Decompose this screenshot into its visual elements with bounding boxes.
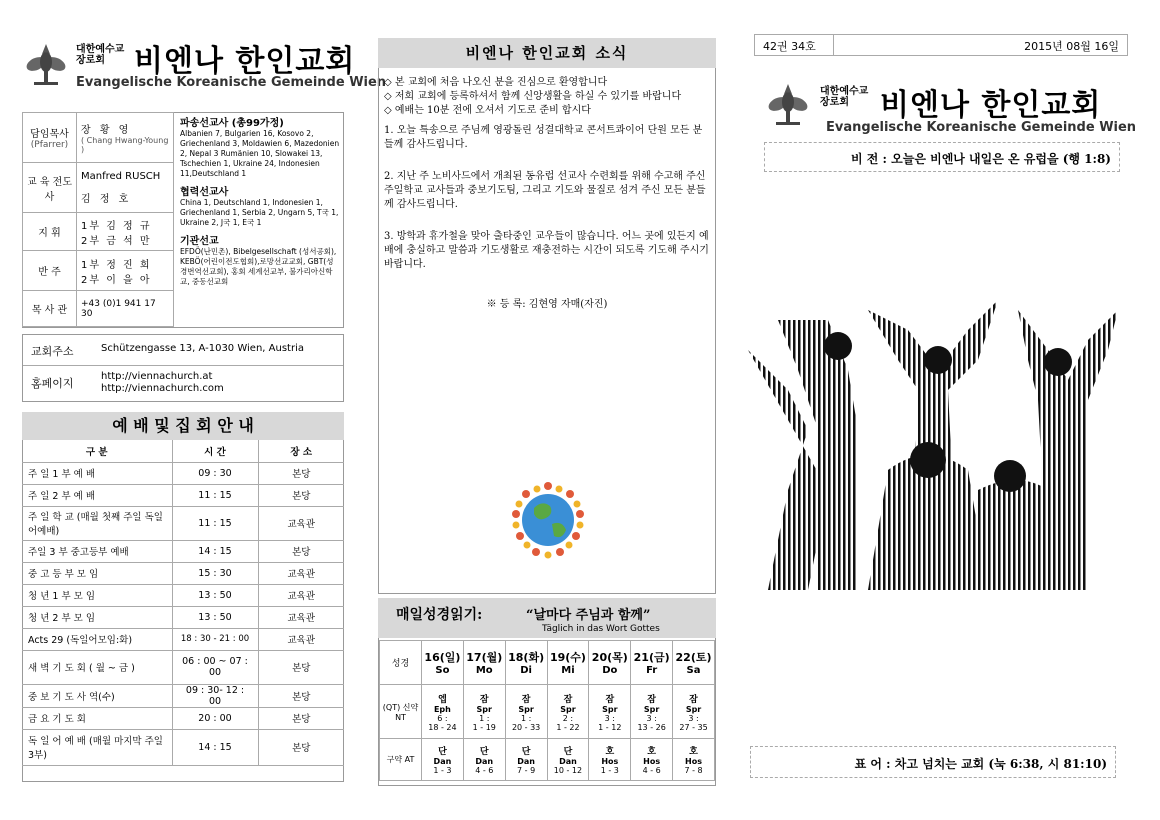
news-title: 비엔나 한인교회 소식 [378,38,716,68]
verses: 7 - 9 [517,766,536,775]
service-place: 교육관 [258,506,344,540]
chapter: 3 : [604,713,615,723]
book-ko: 잠 [605,694,615,705]
ot-cell [631,739,673,781]
service-time: 14 : 15 [172,540,258,562]
nt-cell [547,685,589,739]
table-row [22,650,344,684]
service-place: 본당 [258,484,344,506]
book-de: Spr [518,704,534,714]
mission-title: 협력선교사 [180,187,229,198]
verses: 7 - 8 [684,766,703,775]
day-cell [422,641,464,685]
book-de: Spr [685,704,702,714]
book-de: Hos [601,757,619,766]
row-label: 구약 AT [380,739,422,781]
day-de: Di [520,665,532,676]
motto-text: 표 어 : 차고 넘치는 교회 (눅 6:38, 시 81:10) [854,757,1107,771]
nt-cell [505,685,547,739]
verses: 4 - 6 [642,766,661,775]
day-cell [505,641,547,685]
book-ko: 단 [479,747,489,757]
verses: 1 - 19 [472,722,496,732]
header-cell: 시 간 [172,440,258,462]
day-date: 19(수) [549,651,586,664]
chapter: 3 : [646,713,657,723]
issue-bar [754,34,1128,56]
church-logo-icon [764,80,812,128]
news-item: 3. 방학과 휴가철을 맞아 출타중인 교우들이 많습니다. 어느 곳에 있든지 예배에 충실하고 말씀과 기도생활로 재충전하는 시간이 되도록 기도해 주시기 바랍니다. [384,231,709,270]
table-row [22,628,344,650]
service-name: 새 벽 기 도 회 ( 월 ~ 금 ) [22,650,172,684]
table-row [22,562,344,584]
book-de: Dan [475,757,494,766]
day-de: Mi [561,665,575,676]
book-de: Spr [643,704,660,714]
day-de: Fr [646,665,658,676]
day-date: 17(월) [466,651,503,664]
service-place: 교육관 [258,584,344,606]
woodcut-illustration [748,290,1134,610]
table-row [22,506,344,540]
services-header-row [22,440,344,462]
staff-name: 1부 김 정 규 [81,220,152,232]
book-ko: 호 [647,747,656,757]
address-box [22,334,344,402]
staff-name-sub: 2부 금 석 만 [81,235,152,247]
news-body [384,76,710,312]
book-ko: 엡 [438,694,447,705]
verses: 1 - 22 [556,722,580,732]
issue-date: 2015년 08월 16일 [1024,40,1119,53]
day-de: Mo [475,665,493,676]
book-ko: 호 [689,747,698,757]
news-bullet: ◇ 본 교회에 처음 나오신 분을 진심으로 환영합니다 [384,77,608,88]
reading-ot-row [380,739,715,781]
address-divider [23,365,343,366]
table-row [22,540,344,562]
verses: 1 - 12 [598,722,622,732]
mission-text: Albanien 7, Bulgarien 16, Kosovo 2, Griechenland 3, Moldawien 6, Mazedonien 2, Nepal 3 Rumänien 10, Slowakei 13, Tschechien 1, Ukraine 24, Indonesien 11,Deutschland 1 [180,129,340,178]
news-item: 2. 지난 주 노비사드에서 개최된 동유럽 선교사 수련회를 위해 수고해 주신 주일학교 교사들과 중보기도팀, 그리고 기도와 물질로 섬겨 주신 모든 분들께 감사드립니다. [384,171,706,210]
left-title: 비엔나 한인교회 [134,44,356,79]
right-subtitle: Evangelische Koreanische Gemeinde Wien [826,120,1137,135]
book-de: Hos [643,757,661,766]
mission-text: China 1, Deutschland 1, Indonesien 1, Griechenland 1, Serbia 2, Ungarn 5, T국 1, Ukraine 2, J국 1, E국 1 [180,198,339,227]
verses: 27 - 35 [679,722,708,732]
service-time: 09 : 30 [172,462,258,484]
service-time: 11 : 15 [172,484,258,506]
row-label: (QT) 신약 NT [380,685,422,739]
news-bullet: ◇ 예배는 10분 전에 오셔서 기도로 준비 합시다 [384,105,591,116]
homepage-label: 홈페이지 [31,377,74,390]
book-ko: 잠 [563,694,573,705]
staff-name-sub: ( Chang Hwang-Young ) [81,136,169,154]
service-time: 06 : 00 ~ 07 : 00 [172,650,258,684]
book-ko: 잠 [689,694,698,705]
table-row [22,462,344,484]
chapter: 1 : [479,713,490,723]
reading-header [378,598,716,638]
book-de: Dan [517,757,535,766]
reading-sub: Täglich in das Wort Gottes [542,624,660,634]
table-row [22,684,344,707]
services-table [22,440,344,766]
day-date: 20(목) [591,651,628,664]
day-date: 16(일) [424,651,461,664]
book-de: Dan [433,757,452,766]
reading-nt-row [380,685,715,739]
book-de: Hos [685,757,702,766]
service-place: 본당 [258,707,344,729]
ot-cell [463,739,505,781]
mission-title: 파송선교사 (총99가정) [180,118,284,129]
service-place: 본당 [258,540,344,562]
staff-role: 담임목사 [30,129,69,140]
right-title: 비엔나 한인교회 [880,88,1102,123]
staff-role: 반 주 [38,267,61,278]
service-time: 18 : 30 - 21 : 00 [172,628,258,650]
book-de: Dan [559,757,577,766]
chapter: 2 : [562,713,574,723]
service-place: 교육관 [258,562,344,584]
service-time: 13 : 50 [172,606,258,628]
book-de: Spr [560,704,576,714]
motto-box [750,746,1116,778]
service-time: 15 : 30 [172,562,258,584]
left-subtitle: Evangelische Koreanische Gemeinde Wien [76,75,387,90]
table-row [22,729,344,765]
globe-people-image [496,472,600,562]
day-date: 21(금) [633,651,670,664]
day-de: So [435,665,450,676]
service-name: 중 보 기 도 사 역(수) [22,684,172,707]
ot-cell [547,739,589,781]
service-name: 주 일 2 부 예 배 [22,484,172,506]
address-label: 교회주소 [31,345,74,358]
reading-day-row [380,641,715,685]
book-de: Eph [433,704,451,714]
reading-quote: “날마다 주님과 함께” [526,608,651,623]
staff-name-sub: 김 정 호 [81,193,132,205]
service-place: 본당 [258,462,344,484]
vision-text: 비 전 : 오늘은 비엔나 내일은 온 유럽을 (행 1:8) [851,152,1111,166]
staff-role: 지 휘 [38,228,61,239]
news-item: 1. 오늘 특송으로 주님께 영광돌린 성결대학교 콘서트콰이어 단원 모든 분들께 감사드립니다. [384,125,703,150]
staff-name: 1부 정 진 희 [81,259,152,271]
book-ko: 단 [438,747,447,757]
service-name: 금 요 기 도 회 [22,707,172,729]
verses: 13 - 26 [637,722,666,732]
chapter: 3 : [688,713,699,723]
left-logo [22,40,70,88]
address-value: Schützengasse 13, A-1030 Wien, Austria [101,343,304,354]
ot-cell [505,739,547,781]
service-name: 주 일 학 교 (매월 첫째 주일 독일어예배) [22,506,172,540]
day-de: Do [602,665,618,676]
table-row [22,707,344,729]
service-name: 청 년 2 부 모 임 [22,606,172,628]
verses: 4 - 6 [475,766,494,775]
nt-cell [631,685,673,739]
issue-divider [833,35,834,55]
reading-title: 매일성경읽기: [396,607,483,623]
day-date: 22(토) [675,651,712,664]
right-logo [764,80,812,128]
nt-cell [422,685,464,739]
service-name: Acts 29 (독일어모임:화) [22,628,172,650]
verses: 20 - 33 [511,722,541,732]
service-name: 청 년 1 부 모 임 [22,584,172,606]
issue-number: 42권 34호 [763,40,816,53]
reading-table [379,640,715,781]
service-time: 14 : 15 [172,729,258,765]
chapter: 1 : [520,713,532,723]
service-name: 주 일 1 부 예 배 [22,462,172,484]
nt-cell [673,685,715,739]
service-place: 교육관 [258,606,344,628]
table-row [22,484,344,506]
service-time: 20 : 00 [172,707,258,729]
book-ko: 호 [605,747,615,757]
homepage-link[interactable]: http://viennachurch.com [101,383,224,394]
service-place: 교육관 [258,628,344,650]
service-name: 중 고 등 부 모 임 [22,562,172,584]
chapter: 6 : [437,713,448,723]
ot-cell [673,739,715,781]
staff-name: Manfred RUSCH [81,170,161,182]
staff-role-sub: (Pfarrer) [30,140,69,150]
right-org-small: 대한예수교 장로회 [820,86,869,108]
staff-role: 목 사 관 [31,305,68,316]
service-time: 13 : 50 [172,584,258,606]
verses: 18 - 24 [428,722,457,732]
book-ko: 단 [521,747,531,757]
day-cell [547,641,589,685]
nt-cell [463,685,505,739]
service-place: 본당 [258,684,344,707]
missions [180,118,340,287]
day-cell [631,641,673,685]
table-row [22,584,344,606]
service-time: 09 : 30- 12 : 00 [172,684,258,707]
verses: 1 - 3 [600,766,619,775]
staff-name-sub: 2부 이 을 아 [81,274,152,286]
table-row [22,606,344,628]
news-bullet: ◇ 저희 교회에 등록하셔서 함께 신앙생활을 하실 수 있기를 바랍니다 [384,91,682,102]
book-de: Spr [602,704,618,714]
day-cell [589,641,631,685]
staff-name: 장 황 영 [81,125,132,136]
services-title: 예 배 및 집 회 안 내 [22,412,344,440]
book-ko: 잠 [521,694,531,705]
mission-title: 기관선교 [180,236,219,247]
nt-cell [589,685,631,739]
news-register: ※ 등 록: 김현영 자매(자진) [486,299,608,310]
verses: 10 - 12 [553,766,583,775]
globe-icon [496,472,600,562]
book-de: Spr [476,704,492,714]
day-date: 18(화) [508,651,545,664]
church-logo-icon [22,40,70,88]
service-place: 본당 [258,729,344,765]
homepage-link[interactable]: http://viennachurch.at [101,371,213,382]
ot-cell [589,739,631,781]
people-praising-illustration [748,290,1134,610]
vision-box [764,142,1120,172]
book-ko: 단 [563,747,573,757]
day-de: Sa [686,665,701,676]
service-name: 독 일 어 예 배 (매월 마지막 주일3부) [22,729,172,765]
header-cell: 구 분 [22,440,172,462]
service-place: 본당 [258,650,344,684]
staff-name: +43 (0)1 941 17 30 [81,298,156,319]
book-ko: 잠 [647,694,656,705]
left-org-small: 대한예수교 장로회 [76,44,125,66]
row-label: 성경 [380,641,422,685]
staff-table [22,112,174,327]
book-ko: 잠 [479,694,489,705]
service-name: 주일 3 부 중고등부 예배 [22,540,172,562]
service-time: 11 : 15 [172,506,258,540]
header-cell: 장 소 [258,440,344,462]
verses: 1 - 3 [433,766,452,775]
staff-role: 교 육 전도사 [27,176,72,203]
day-cell [463,641,505,685]
ot-cell [422,739,464,781]
day-cell [673,641,715,685]
mission-text: EFDÖ(난민촌), Bibelgesellschaft (성서공회), KEBÖ(어린이전도협회),로망선교교회, GBT(성경번역선교회), 홍회 세계선교부, 불가리아신학교, 중동선교회 [180,247,337,286]
